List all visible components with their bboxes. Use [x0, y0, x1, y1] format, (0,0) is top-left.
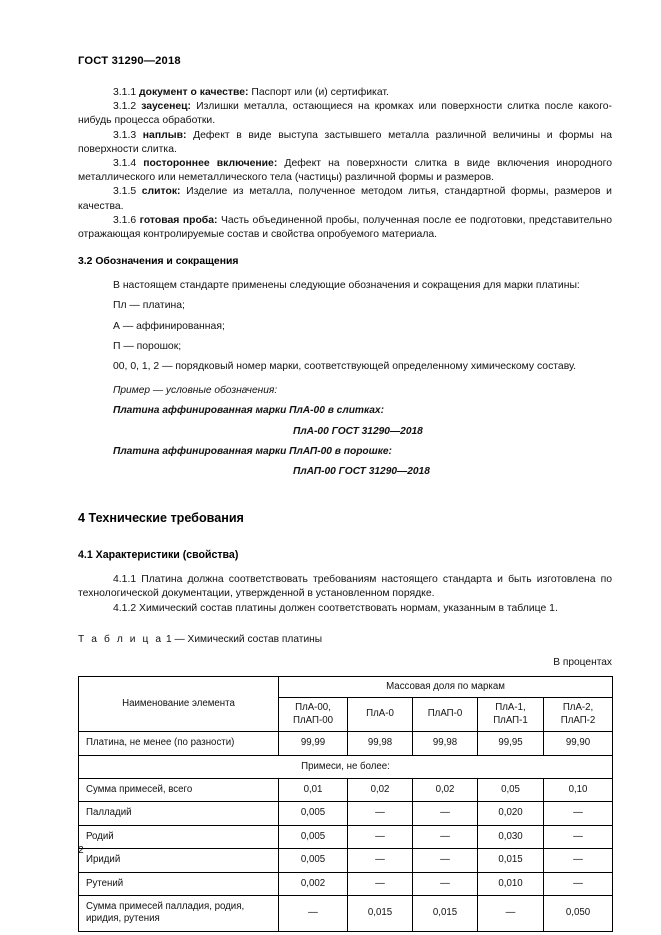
term-definition: Излишки металла, остающиеся на кромках или поверхности слитка после какого-нибудь процесса обработки.: [78, 101, 612, 127]
table-cell-value: —: [348, 872, 413, 895]
table-cell-element-name: Иридий: [79, 849, 279, 872]
paragraph-text: Платина должна соответствовать требованиям настоящего стандарта и быть изготовлена по технологической документации, утвержденной в установленном порядке.: [78, 574, 613, 600]
table-header-row-top: [79, 676, 613, 697]
term-label: готовая проба:: [139, 214, 218, 226]
abbreviation-item-numbers: 00, 0, 1, 2 — порядковый номер марки, соответствующей определенному химическому составу.: [113, 361, 577, 373]
example-ingots-designation: ПлА-00 ГОСТ 31290—2018: [293, 425, 423, 437]
table-row: [79, 825, 613, 848]
table-cell-value: —: [279, 895, 348, 931]
table-cell-value: 99,98: [413, 732, 478, 755]
term-number: 3.1.6: [113, 214, 137, 226]
table-cell-element-name: Палладий: [79, 802, 279, 825]
abbreviation-item-a: А — аффинированная;: [113, 320, 225, 332]
term-definition: Дефект на поверхности слитка в виде включения инородного металлического или неметаллического тела (частицы) различной формы и размеров.: [78, 158, 612, 184]
table-cell-value: 0,005: [279, 825, 348, 848]
table-cell-value: —: [348, 802, 413, 825]
table-cell-value: 0,02: [413, 778, 478, 801]
paragraph-number: 4.1.2: [113, 602, 137, 614]
table-row: [79, 895, 613, 931]
chemical-composition-table: [78, 676, 613, 932]
table-caption-number: 1: [166, 633, 172, 645]
table-cell-value: —: [348, 825, 413, 848]
table-cell-value: —: [544, 825, 613, 848]
table-cell-value: —: [413, 872, 478, 895]
term-entry-3-1-1: [78, 86, 612, 100]
table-cell-value: 99,99: [279, 732, 348, 755]
term-label: наплыв:: [142, 129, 187, 141]
table-cell-value: 0,05: [478, 778, 544, 801]
table-cell-value: —: [348, 849, 413, 872]
heading-3-2: 3.2 Обозначения и сокращения: [78, 256, 239, 268]
table-row: [79, 872, 613, 895]
table-cell-value: 0,020: [478, 802, 544, 825]
table-row: [79, 732, 613, 755]
example-label: Пример — условные обозначения:: [113, 385, 278, 397]
term-entry-3-1-4: [78, 157, 612, 185]
term-number: 3.1.3: [113, 129, 137, 141]
table-body: [79, 732, 613, 932]
section-3-2-intro: В настоящем стандарте применены следующие обозначения и сокращения для марки платины:: [113, 280, 580, 292]
table-cell-value: —: [544, 802, 613, 825]
term-label: постороннее включение:: [143, 158, 278, 170]
paragraph-4-1-2: [78, 602, 612, 616]
term-entry-3-1-3: [78, 129, 612, 157]
term-number: 3.1.4: [113, 158, 137, 170]
table-cell-value: 0,005: [279, 802, 348, 825]
paragraph-4-1-1: [78, 573, 612, 601]
term-label: слиток:: [141, 186, 181, 198]
table-cell-element-name: Сумма примесей, всего: [79, 778, 279, 801]
table-caption-label: Т а б л и ц а: [78, 633, 164, 645]
table-cell-value: 99,98: [348, 732, 413, 755]
page-number: 2: [78, 845, 84, 856]
table-cell-value: 99,95: [478, 732, 544, 755]
table-units-note: В процентах: [553, 656, 612, 668]
term-number: 3.1.1: [113, 87, 137, 98]
table-row: [79, 849, 613, 872]
table-cell-value: 0,002: [279, 872, 348, 895]
table-cell-value: 0,015: [478, 849, 544, 872]
term-definition: Паспорт или (и) сертификат.: [251, 87, 389, 98]
term-number: 3.1.5: [113, 186, 137, 198]
column-header-mark-0: ПлА-00, ПлАП-00: [279, 698, 348, 732]
column-header-mark-2: ПлАП-0: [413, 698, 478, 732]
table-cell-element-name: Рутений: [79, 872, 279, 895]
table-row: [79, 778, 613, 801]
table-cell-value: 0,015: [413, 895, 478, 931]
paragraph-number: 4.1.1: [113, 574, 137, 586]
example-powder-text: Платина аффинированная марки ПлАП-00 в порошке:: [113, 445, 392, 457]
column-header-element: Наименование элемента: [79, 676, 279, 731]
heading-4-1: 4.1 Характеристики (свойства): [78, 549, 239, 562]
column-header-mark-1: ПлА-0: [348, 698, 413, 732]
table-cell-element-name: Платина, не менее (по разности): [79, 732, 279, 755]
table-cell-value: —: [413, 802, 478, 825]
table-cell-value: 0,01: [279, 778, 348, 801]
table-cell-value: —: [413, 849, 478, 872]
table-cell-element-name: Родий: [79, 825, 279, 848]
table-cell-value: —: [544, 849, 613, 872]
term-label: заусенец:: [141, 101, 192, 113]
table-span-label: Примеси, не более:: [79, 755, 613, 778]
term-label: документ о качестве:: [139, 87, 249, 98]
table-cell-value: 0,030: [478, 825, 544, 848]
table-cell-value: —: [478, 895, 544, 931]
column-header-mark-3: ПлА-1, ПлАП-1: [478, 698, 544, 732]
term-definition: Часть объединенной пробы, полученная после ее подготовки, представительно отражающая контролируемые состав и свойства опробуемого материала.: [78, 214, 613, 241]
term-entry-3-1-5: [78, 185, 612, 213]
term-number: 3.1.2: [113, 101, 137, 113]
table-cell-value: 0,050: [544, 895, 613, 931]
paragraph-text: Химический состав платины должен соответствовать нормам, указанным в таблице 1.: [139, 602, 558, 614]
heading-section-4: 4 Технические требования: [78, 511, 244, 526]
table-cell-value: —: [413, 825, 478, 848]
table-span-row: [79, 755, 613, 778]
column-header-mark-4: ПлА-2, ПлАП-2: [544, 698, 613, 732]
table-cell-element-name: Сумма примесей палладия, родия, иридия, рутения: [79, 895, 279, 931]
column-header-group: Массовая доля по маркам: [279, 676, 613, 697]
table-row: [79, 802, 613, 825]
document-body: [78, 86, 612, 932]
table-cell-value: 0,015: [348, 895, 413, 931]
table-cell-value: 0,02: [348, 778, 413, 801]
abbreviation-item-p: П — порошок;: [113, 340, 182, 352]
term-entry-3-1-2: [78, 100, 612, 128]
table-cell-value: 0,10: [544, 778, 613, 801]
term-definition: Изделие из металла, полученное методом литья, стандартной формы, размеров и качества.: [78, 186, 612, 212]
running-header: ГОСТ 31290—2018: [78, 55, 181, 67]
example-powder-designation: ПлАП-00 ГОСТ 31290—2018: [293, 466, 430, 478]
abbreviation-item-pl: Пл — платина;: [113, 300, 185, 312]
table-cell-value: 99,90: [544, 732, 613, 755]
term-entry-3-1-6: [78, 214, 612, 242]
table-caption: [78, 634, 612, 645]
table-cell-value: 0,005: [279, 849, 348, 872]
example-ingots-text: Платина аффинированная марки ПлА-00 в слитках:: [113, 405, 384, 417]
table-caption-text: — Химический состав платины: [174, 633, 323, 645]
term-definition: Дефект в виде выступа застывшего металла различной величины и формы на поверхности слитка.: [78, 129, 613, 155]
table-cell-value: 0,010: [478, 872, 544, 895]
table-cell-value: —: [544, 872, 613, 895]
